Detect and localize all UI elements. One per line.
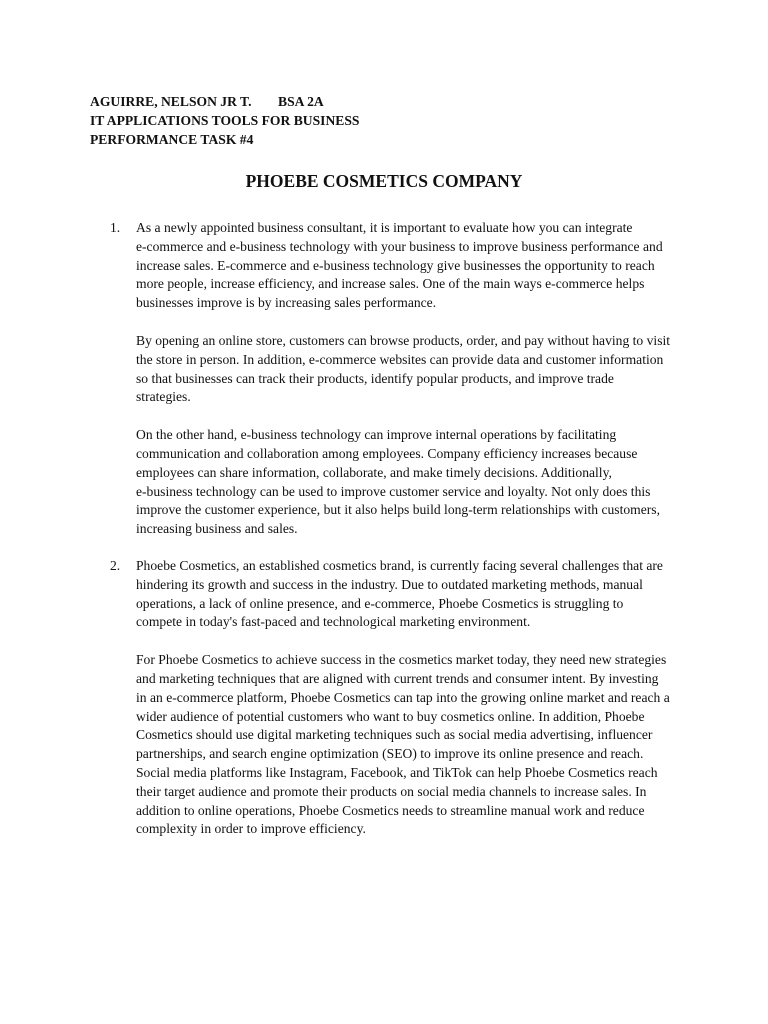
paragraph: As a newly appointed business consultant, it is important to evaluate how you can integrate e-commerce and e-business technology with your business to improve business performance and increase sales. E-commerce and e-business technology give businesses the opportunity to reach more people, increase efficiency, and increase sales. One of the main ways e-commerce helps businesses improve is by increasing sales performance. bbox=[136, 220, 663, 311]
document-header bbox=[90, 92, 590, 149]
task-title: PERFORMANCE TASK #4 bbox=[90, 132, 254, 147]
list-item-body bbox=[136, 557, 692, 858]
page-title: PHOEBE COSMETICS COMPANY bbox=[245, 171, 523, 191]
student-name: AGUIRRE, NELSON JR T. bbox=[90, 94, 252, 109]
paragraph: By opening an online store, customers can browse products, order, and pay without having to visit the store in person. In addition, e-commerce websites can provide data and customer information so that businesses can track their products, identify popular products, and improve trade strategies. bbox=[136, 332, 671, 405]
paragraph: For Phoebe Cosmetics to achieve success in the cosmetics market today, they need new strategies and marketing techniques that are aligned with current trends and consumer intent. By investing in an e-commerce platform, Phoebe Cosmetics can tap into the growing online market and reach a wider audience of potential customers who want to buy cosmetics online. In addition, Phoebe Cosmetics should use digital marketing techniques such as social media advertising, influencer partnerships, and search engine optimization (SEO) to improve its online presence and reach. Social media platforms like Instagram, Facebook, and TikTok can help Phoebe Cosmetics reach their target audience and promote their products on social media channels to increase sales. In addition to online operations, Phoebe Cosmetics needs to streamline manual work and reduce complexity in order to improve efficiency. bbox=[136, 652, 670, 837]
list-item-number: 2. bbox=[110, 558, 121, 573]
paragraph: On the other hand, e-business technology can improve internal operations by facilitating communication and collaboration among employees. Company efficiency increases because employees can share information, collaborate, and make timely decisions. Additionally, e-business technology can be used to improve customer service and loyalty. Not only does this improve the customer experience, but it also helps build long-term relationships with customers, increasing business and sales. bbox=[136, 427, 660, 537]
student-section: BSA 2A bbox=[278, 94, 324, 109]
list-item-body bbox=[136, 219, 692, 558]
list-item-number: 1. bbox=[110, 220, 121, 235]
course-title: IT APPLICATIONS TOOLS FOR BUSINESS bbox=[90, 113, 360, 128]
header-name-line bbox=[90, 92, 590, 111]
paragraph: Phoebe Cosmetics, an established cosmetics brand, is currently facing several challenges that are hindering its growth and success in the industry. Due to outdated marketing methods, manual operations, a lack of online presence, and e-commerce, Phoebe Cosmetics is struggling to compete in today's fast-paced and technological marketing environment. bbox=[136, 558, 663, 630]
